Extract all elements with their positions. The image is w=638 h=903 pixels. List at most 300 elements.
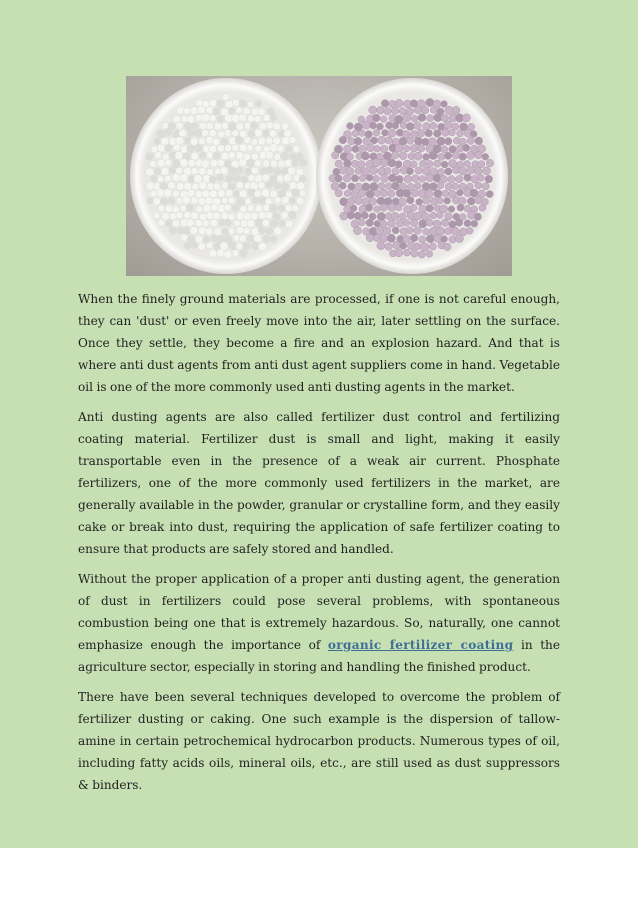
- granule: [437, 182, 444, 189]
- granule: [278, 205, 285, 212]
- granule: [332, 152, 339, 159]
- granule: [475, 151, 482, 158]
- granule: [209, 190, 217, 198]
- granule: [404, 175, 412, 183]
- granule: [228, 228, 235, 235]
- granule: [153, 212, 160, 219]
- granule: [225, 219, 232, 226]
- granule: [335, 175, 342, 182]
- granule: [470, 189, 478, 197]
- granule: [225, 144, 232, 151]
- granule: [195, 235, 203, 243]
- granule: [191, 152, 199, 160]
- granule: [347, 211, 355, 219]
- granule: [173, 190, 180, 197]
- granule: [233, 99, 240, 106]
- granule: [169, 213, 176, 220]
- granule: [348, 183, 355, 190]
- granule: [418, 114, 426, 122]
- organic-fertilizer-coating-link[interactable]: organic fertilizer coating: [327, 638, 514, 652]
- paragraph-1: When the finely ground materials are processed, if one is not careful enough, they can 'dust' or even freely move into the air, later settling on the surface. Once they settle, they become a fire and an explosion hazard. And that is where anti dust agents from anti dust agent suppliers come in hand. Vegetable oil is one of the more commonly used anti dusting agents in the market.: [78, 292, 560, 394]
- granule: [403, 219, 410, 226]
- granule: [418, 251, 425, 258]
- granule: [177, 107, 184, 114]
- granule: [187, 189, 195, 197]
- granule: [273, 168, 281, 176]
- granule: [410, 234, 417, 241]
- granule: [221, 152, 229, 160]
- granule: [209, 176, 216, 183]
- granule: [155, 152, 162, 159]
- granule: [236, 152, 244, 160]
- granule: [410, 145, 418, 153]
- granule: [217, 115, 224, 122]
- granule: [292, 189, 300, 197]
- granule: [373, 175, 380, 182]
- granule: [392, 182, 400, 190]
- granule: [297, 182, 305, 190]
- granule: [176, 212, 183, 219]
- granule: [445, 138, 452, 145]
- granule: [395, 99, 403, 107]
- granule: [201, 160, 209, 168]
- granule: [441, 146, 448, 153]
- granule: [366, 234, 374, 242]
- granule: [344, 190, 351, 197]
- granule: [224, 204, 231, 211]
- granule: [441, 114, 448, 121]
- granule: [419, 160, 426, 167]
- granule: [479, 204, 486, 211]
- granule: [474, 167, 482, 175]
- granule: [440, 176, 448, 184]
- granule: [247, 205, 254, 212]
- granule: [380, 145, 388, 153]
- granule: [400, 122, 407, 129]
- granule: [282, 137, 290, 145]
- granule: [284, 174, 292, 182]
- granule: [190, 107, 198, 115]
- granule: [380, 116, 387, 123]
- granule: [200, 123, 207, 130]
- granule: [162, 212, 170, 220]
- granule: [244, 137, 251, 144]
- granule: [209, 115, 216, 122]
- granule: [206, 106, 213, 113]
- granule: [395, 144, 403, 152]
- granule: [292, 205, 299, 212]
- granule: [147, 197, 154, 204]
- granule: [281, 152, 289, 160]
- granule: [188, 159, 196, 167]
- granule: [255, 100, 262, 107]
- granule: [175, 151, 183, 159]
- granule: [228, 107, 235, 114]
- granule: [284, 129, 292, 137]
- granule: [157, 144, 165, 152]
- granule: [441, 101, 448, 108]
- granule: [391, 212, 399, 220]
- granule: [414, 137, 422, 145]
- granule: [181, 234, 188, 241]
- granule: [442, 129, 450, 137]
- granule: [464, 220, 471, 227]
- granule: [210, 219, 218, 227]
- granule: [182, 196, 190, 204]
- granule: [449, 236, 456, 243]
- granule: [209, 250, 217, 258]
- granule: [459, 197, 467, 205]
- granule: [444, 243, 451, 250]
- granule: [158, 205, 165, 212]
- granule: [179, 129, 187, 137]
- granule: [387, 234, 395, 242]
- granule: [361, 152, 369, 160]
- granule: [442, 190, 449, 197]
- granule: [274, 227, 282, 235]
- granule: [281, 212, 288, 219]
- granule: [254, 160, 261, 167]
- granule: [176, 197, 183, 204]
- granule: [180, 159, 188, 167]
- granule: [406, 123, 414, 131]
- granule: [380, 204, 387, 211]
- granule: [263, 114, 270, 121]
- granule: [150, 161, 157, 168]
- granule: [269, 204, 277, 212]
- granule: [410, 100, 417, 107]
- granule: [203, 204, 211, 212]
- granule: [220, 242, 228, 250]
- granule: [206, 242, 213, 249]
- granule: [333, 168, 340, 175]
- granule: [250, 122, 257, 129]
- granule: [273, 122, 281, 130]
- granule: [385, 137, 392, 144]
- granule: [258, 243, 266, 251]
- granule: [403, 235, 410, 242]
- granule: [213, 183, 221, 191]
- granule: [260, 168, 267, 175]
- article-body: [78, 288, 560, 804]
- granule: [388, 190, 395, 197]
- granule: [205, 197, 213, 205]
- granule: [410, 219, 417, 226]
- granule: [278, 220, 285, 227]
- granule: [382, 129, 389, 136]
- granule: [236, 123, 243, 130]
- granule: [218, 131, 225, 138]
- granule: [165, 144, 172, 151]
- granule: [395, 204, 402, 211]
- granule: [244, 168, 251, 175]
- granule: [202, 130, 209, 137]
- granule: [236, 226, 244, 234]
- granule: [406, 227, 413, 234]
- granule: [452, 152, 459, 159]
- granule: [426, 205, 433, 212]
- granule: [211, 204, 218, 211]
- granule: [228, 242, 236, 250]
- granule: [173, 144, 180, 151]
- granule: [426, 160, 433, 167]
- granule: [213, 152, 220, 159]
- granule: [444, 121, 452, 129]
- granule: [464, 205, 471, 212]
- granule: [173, 115, 181, 123]
- granule: [226, 189, 233, 196]
- granule: [462, 114, 470, 122]
- granule: [433, 130, 441, 138]
- granule: [475, 182, 482, 189]
- granule: [263, 204, 270, 211]
- granule: [485, 175, 493, 183]
- granule: [217, 174, 224, 181]
- granule: [339, 182, 346, 189]
- granule: [196, 206, 203, 213]
- granule: [199, 152, 206, 159]
- granule: [270, 190, 278, 198]
- granule: [455, 235, 463, 243]
- granule: [423, 228, 430, 235]
- granule: [410, 161, 417, 168]
- granule: [384, 227, 391, 234]
- granule: [164, 175, 171, 182]
- granule: [187, 145, 195, 153]
- granule: [438, 153, 445, 160]
- granule: [156, 189, 164, 197]
- granule: [414, 152, 422, 160]
- granule: [259, 122, 267, 130]
- paragraph-2: Anti dusting agents are also called fertilizer dust control and fertilizing coating material. Fertilizer dust is small and light, making it easily transportable even in the presence of a weak air current. Phosphate fertilizers, one of the more commonly used fertilizers in the market, are generally available in the powder, granular or crystalline form, and they easily cake or break into dust, requiring the application of safe fertilizer coating to ensure that products are safely stored and handled.: [78, 410, 560, 556]
- granule: [221, 138, 228, 145]
- granule: [199, 168, 207, 176]
- granule: [196, 99, 203, 106]
- granule: [243, 242, 251, 250]
- granule: [467, 151, 475, 159]
- granule: [414, 227, 422, 235]
- granule: [381, 100, 389, 108]
- granule: [232, 144, 239, 151]
- granule: [232, 204, 239, 211]
- granule: [486, 191, 493, 198]
- granule: [430, 122, 437, 129]
- granule: [217, 145, 224, 152]
- granule: [258, 108, 266, 116]
- granule: [293, 146, 300, 153]
- granule: [350, 205, 357, 212]
- granule: [406, 168, 413, 175]
- granule: [426, 98, 434, 106]
- granule: [239, 114, 246, 121]
- granule: [198, 243, 206, 251]
- granule: [385, 243, 392, 250]
- granule: [263, 235, 271, 243]
- granule: [258, 227, 265, 234]
- granule: [192, 183, 199, 190]
- granule: [400, 242, 407, 249]
- granule: [195, 144, 203, 152]
- granule: [436, 212, 443, 219]
- granule: [354, 197, 362, 205]
- granule: [482, 183, 489, 190]
- granule: [262, 219, 269, 226]
- paragraph-3-after-link: in the agriculture sector, especially in storing and handling the finished product.: [78, 638, 561, 674]
- granule: [466, 227, 473, 234]
- granule: [377, 123, 384, 130]
- granule: [150, 190, 157, 197]
- granule: [184, 242, 191, 249]
- granule: [357, 161, 365, 169]
- granule: [354, 212, 362, 220]
- granule: [281, 123, 288, 130]
- granule: [343, 145, 351, 153]
- granule: [164, 189, 172, 197]
- granule: [384, 107, 392, 115]
- granule: [213, 212, 221, 220]
- granule: [381, 174, 389, 182]
- granule: [180, 205, 187, 212]
- granule: [388, 129, 396, 137]
- granule: [274, 183, 281, 190]
- granule: [221, 197, 228, 204]
- granule: [429, 151, 437, 159]
- granule: [222, 122, 229, 129]
- granule: [251, 167, 258, 174]
- granule: [470, 131, 477, 138]
- granule: [474, 213, 481, 220]
- granule: [191, 197, 198, 204]
- granule: [284, 159, 292, 167]
- granule: [478, 175, 485, 182]
- granule: [187, 219, 194, 226]
- granule: [247, 115, 254, 122]
- granule: [188, 130, 195, 137]
- granule: [452, 183, 459, 190]
- granule: [422, 197, 429, 204]
- granule: [391, 107, 398, 114]
- granule: [168, 182, 176, 190]
- granule: [347, 197, 355, 205]
- granule: [380, 189, 388, 197]
- granule: [414, 106, 421, 113]
- granule: [176, 167, 183, 174]
- granule: [232, 130, 239, 137]
- granule: [255, 175, 263, 183]
- granule: [374, 220, 381, 227]
- granule: [157, 159, 165, 167]
- granule: [417, 129, 425, 137]
- granule: [392, 122, 399, 129]
- granule: [255, 145, 262, 152]
- granule: [407, 137, 414, 144]
- granule: [300, 159, 307, 166]
- granule: [266, 138, 273, 145]
- granule: [172, 160, 180, 168]
- granule: [444, 152, 451, 159]
- granule: [217, 159, 224, 166]
- granule: [212, 138, 220, 146]
- granule: [354, 137, 362, 145]
- granule: [434, 190, 442, 198]
- granule: [423, 153, 430, 160]
- granule: [296, 197, 304, 205]
- granule: [417, 145, 424, 152]
- granule: [467, 166, 475, 174]
- granule: [219, 219, 226, 226]
- granule: [236, 182, 243, 189]
- granule: [459, 153, 466, 160]
- fertilizer-granules-photo-icon: [126, 76, 512, 276]
- granule: [151, 175, 158, 182]
- granule: [388, 203, 396, 211]
- granule: [168, 197, 175, 204]
- granule: [371, 137, 378, 144]
- granule: [378, 136, 386, 144]
- granule: [169, 167, 176, 174]
- granule: [228, 213, 235, 220]
- granule: [177, 183, 185, 191]
- granule: [331, 182, 339, 190]
- granule: [281, 183, 289, 191]
- granule: [191, 168, 198, 175]
- granule: [205, 228, 213, 236]
- granule: [430, 198, 437, 205]
- granule: [165, 220, 172, 227]
- granule: [169, 227, 177, 235]
- granule: [165, 159, 172, 166]
- granule: [263, 160, 270, 167]
- granule: [199, 181, 207, 189]
- granule: [262, 174, 269, 181]
- granule: [346, 167, 354, 175]
- paragraph-3: [78, 568, 560, 678]
- granule: [180, 174, 188, 182]
- granule: [339, 136, 346, 143]
- granule: [448, 206, 455, 213]
- granule: [247, 144, 254, 151]
- granule: [425, 130, 432, 137]
- granule: [247, 159, 255, 167]
- granule: [414, 243, 421, 250]
- granule: [451, 227, 459, 235]
- granule: [270, 236, 277, 243]
- granule: [209, 129, 217, 137]
- granule: [184, 212, 191, 219]
- granule: [415, 167, 422, 174]
- granule: [232, 114, 240, 122]
- granule: [441, 219, 448, 226]
- granule: [392, 227, 399, 234]
- granule: [236, 243, 243, 250]
- granule: [366, 204, 373, 211]
- granule: [419, 236, 426, 243]
- granule: [478, 161, 485, 168]
- granule: [239, 144, 247, 152]
- granule: [277, 145, 284, 152]
- granule: [396, 220, 404, 228]
- granule: [366, 219, 373, 226]
- granule: [358, 219, 365, 226]
- granule: [270, 114, 277, 121]
- granule: [352, 145, 359, 152]
- fertilizer-granules-photo: [126, 76, 512, 276]
- granule: [445, 227, 452, 234]
- granule: [285, 205, 292, 212]
- granule: [403, 189, 411, 197]
- granule: [430, 212, 437, 219]
- granule: [239, 99, 247, 107]
